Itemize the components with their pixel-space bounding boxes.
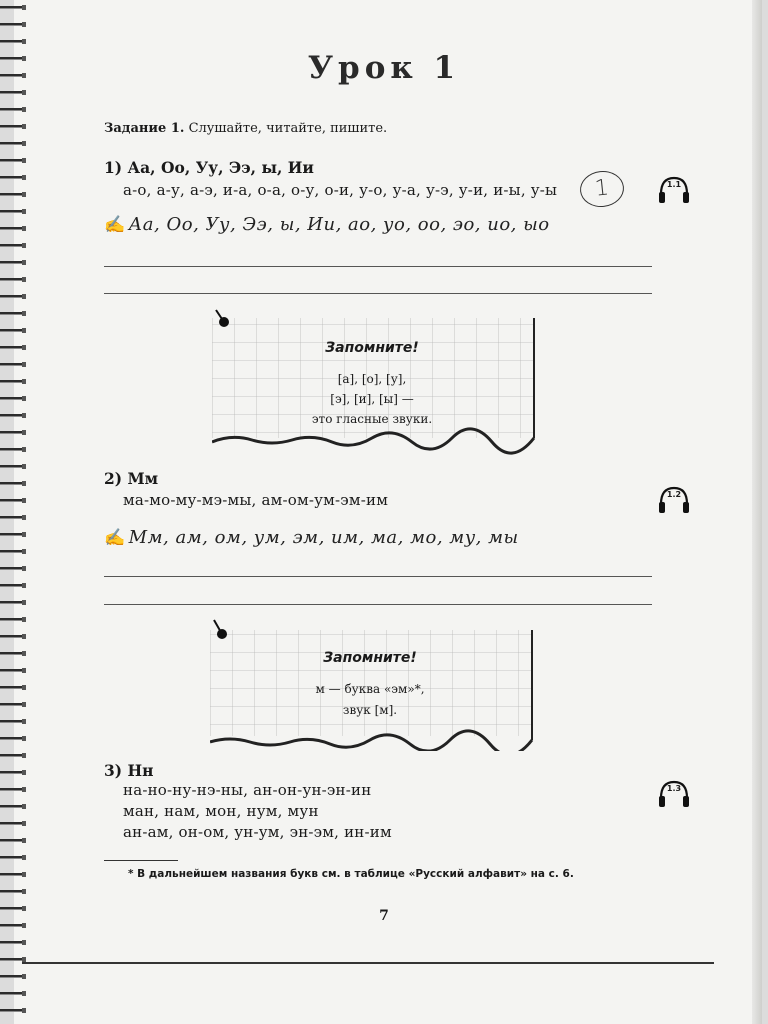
handwriting-text: Аа, Оо, Уу, Ээ, ы, Ии, ао, уо, оо, эо, ио, ыо (128, 214, 550, 235)
binding-holes (22, 0, 26, 1024)
section2-heading: 2) Мм (104, 469, 159, 488)
section3-line: ман, нам, мон, нум, мун (123, 802, 319, 820)
note-line: м — буква «эм»*, (315, 682, 425, 696)
note-line: звук [м]. (342, 703, 398, 717)
note-line: [э], [и], [ы] — (330, 392, 414, 406)
task-instruction (104, 121, 387, 136)
remember-note (210, 616, 530, 751)
pencil-icon: ✍ (104, 215, 126, 235)
writing-line[interactable] (104, 266, 652, 267)
section3-line: на-но-ну-нэ-ны, ан-он-ун-эн-ин (123, 781, 372, 799)
section3-line: ан-ам, он-ом, ун-ум, эн-эм, ин-им (123, 823, 392, 841)
task-text: Слушайте, читайте, пишите. (188, 121, 388, 136)
headphones-icon[interactable] (656, 482, 692, 518)
task-label: Задание 1. (104, 121, 185, 136)
section1-syllables: а-о, а-у, а-э, и-а, о-а, о-у, о-и, у-о, у-а, у-э, у-и, и-ы, у-ы (123, 181, 558, 199)
circled-number: 1 (578, 169, 626, 209)
headphones-icon[interactable] (656, 776, 692, 812)
note-title: Запомните! (323, 650, 417, 666)
note-line: [а], [о], [у], (337, 372, 407, 386)
handwriting-text: Мм, ам, ом, ум, эм, им, ма, мо, му, мы (128, 527, 519, 548)
section2-syllables: ма-мо-му-мэ-мы, ам-ом-ум-эм-им (123, 491, 389, 509)
audio-track-label: 1.2 (666, 490, 682, 499)
section1-heading: 1) Аа, Оо, Уу, Ээ, ы, Ии (104, 158, 314, 177)
section2-handwriting (104, 527, 519, 548)
note-title: Запомните! (325, 340, 419, 356)
audio-track-label: 1.1 (666, 180, 682, 189)
writing-line[interactable] (104, 604, 652, 605)
writing-line[interactable] (104, 576, 652, 577)
writing-line[interactable] (104, 293, 652, 294)
footnote: * В дальнейшем названия букв см. в таблице «Русский алфавит» на с. 6. (128, 868, 574, 880)
audio-track-label: 1.3 (666, 784, 682, 793)
pencil-icon: ✍ (104, 528, 126, 548)
headphones-icon[interactable] (656, 172, 692, 208)
bottom-rule (22, 962, 714, 964)
note-line: это гласные звуки. (311, 412, 433, 426)
page-edge (752, 0, 762, 1024)
lesson-title: Урок 1 (307, 50, 461, 86)
remember-note (212, 306, 532, 456)
spiral-binding (0, 0, 22, 1024)
section3-heading: 3) Нн (104, 761, 154, 780)
footnote-divider (104, 860, 178, 861)
section1-handwriting (104, 214, 550, 235)
page-number: 7 (379, 908, 389, 924)
